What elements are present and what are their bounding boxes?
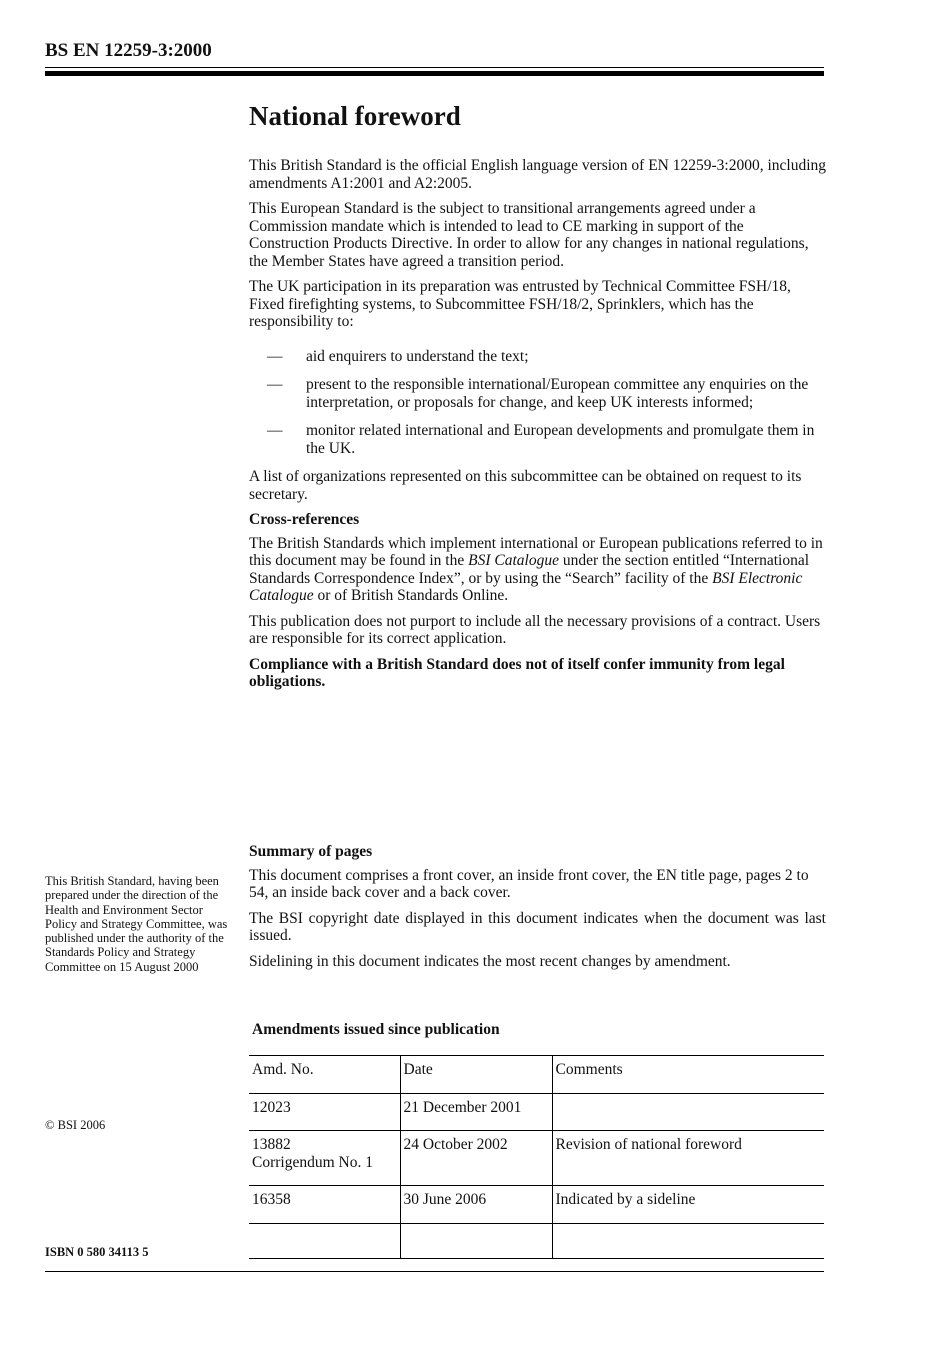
comments-cell	[552, 1093, 824, 1131]
list-item-text: aid enquirers to understand the text;	[306, 347, 529, 365]
amd-note: Corrigendum No. 1	[252, 1153, 373, 1171]
list-item	[249, 422, 826, 457]
list-item	[249, 348, 826, 366]
bsi-electronic-catalogue-title: BSI Electronic Catalogue	[249, 569, 803, 604]
amendments-title: Amendments issued since publication	[252, 1021, 500, 1038]
empty-cell	[552, 1223, 824, 1258]
date-cell: 24 October 2002	[400, 1131, 552, 1186]
header-rule-thin	[45, 67, 824, 68]
amd-number: 13882	[252, 1136, 291, 1153]
document-id: BS EN 12259-3:2000	[45, 40, 212, 61]
list-item-text: monitor related international and European developments and promulgate them in the UK.	[306, 422, 815, 457]
contract-note: This publication does not purport to include all the necessary provisions of a contract. Users are responsible for its correct application.	[249, 612, 821, 647]
summary-paragraph-3: Sidelining in this document indicates the most recent changes by amendment.	[249, 952, 731, 970]
page-title: National foreword	[249, 101, 461, 131]
date-cell: 21 December 2001	[400, 1093, 552, 1131]
comments-cell: Indicated by a sideline	[552, 1186, 824, 1224]
amd-no-cell	[249, 1093, 400, 1131]
amd-no-cell	[249, 1186, 400, 1224]
summary-paragraph-1: This document comprises a front cover, an inside front cover, the EN title page, pages 2 to 54, an inside back cover and a back cover.	[249, 866, 809, 901]
dash-marker: —	[267, 376, 283, 393]
table-row-empty	[249, 1223, 824, 1258]
date-cell: 30 June 2006	[400, 1186, 552, 1224]
summary-paragraph-2: The BSI copyright date displayed in this document indicates when the document was last issued.	[249, 909, 826, 944]
amd-number: 16358	[252, 1191, 291, 1208]
footer-rule	[45, 1271, 824, 1272]
list-item	[249, 376, 826, 411]
table-row	[249, 1093, 824, 1131]
intro-paragraph-1: This British Standard is the official English language version of EN 12259-3:2000, including amendments A1:2001 and A2:2005.	[249, 157, 827, 192]
dash-marker: —	[267, 422, 283, 439]
table-row	[249, 1131, 824, 1186]
responsibilities-list	[249, 348, 826, 458]
comments-cell: Revision of national foreword	[552, 1131, 824, 1186]
empty-cell	[400, 1223, 552, 1258]
cross-ref-text-2: under the section entitled “International Standards Correspondence Index”, or by using the “Search” facility of the	[249, 552, 810, 587]
cross-references-heading: Cross-references	[249, 511, 360, 528]
organizations-paragraph: A list of organizations represented on this subcommittee can be obtained on request to its secretary.	[249, 468, 802, 503]
cross-ref-text-1: The British Standards which implement international or European publications referred to in this document may be found in the	[249, 534, 823, 569]
amendments-table	[249, 1055, 824, 1259]
empty-cell	[249, 1223, 400, 1258]
summary-of-pages	[249, 843, 826, 978]
copyright-notice: © BSI 2006	[45, 1118, 106, 1132]
dash-marker: —	[267, 347, 283, 365]
approval-note: This British Standard, having been prepared under the direction of the Health and Environment Sector Policy and Strategy Committee, was published under the authority of the Standards Policy and Strategy Committee on 15 August 2000	[45, 874, 228, 974]
bsi-catalogue-title: BSI Catalogue	[468, 552, 559, 569]
amd-number: 12023	[252, 1098, 291, 1116]
header-rule-thick	[45, 71, 824, 76]
summary-heading: Summary of pages	[249, 843, 373, 860]
intro-paragraph-2: This European Standard is the subject to transitional arrangements agreed under a Commission mandate which is intended to lead to CE marking in support of the Construction Products Directive. In order to allow for any changes in national regulations, the Member States have agreed a transition period.	[249, 200, 809, 270]
intro-paragraph-3: The UK participation in its preparation was entrusted by Technical Committee FSH/18, Fixed firefighting systems, to Subcommittee FSH/18/2, Sprinklers, which has the responsibility to:	[249, 278, 791, 330]
cross-references-paragraph	[249, 535, 826, 605]
table-row	[249, 1186, 824, 1224]
compliance-statement: Compliance with a British Standard does not of itself confer immunity from legal obligations.	[249, 655, 785, 690]
header-comments: Comments	[552, 1056, 824, 1094]
table-header-row	[249, 1056, 824, 1094]
foreword-body	[249, 157, 826, 699]
cross-ref-text-3: or of British Standards Online.	[313, 587, 509, 604]
amd-no-cell	[249, 1131, 400, 1186]
list-item-text: present to the responsible international/European committee any enquiries on the interpretation, or proposals for change, and keep UK interests informed;	[306, 376, 809, 411]
header-amd-no: Amd. No.	[249, 1056, 400, 1094]
header-date: Date	[400, 1056, 552, 1094]
isbn: ISBN 0 580 34113 5	[45, 1245, 149, 1259]
